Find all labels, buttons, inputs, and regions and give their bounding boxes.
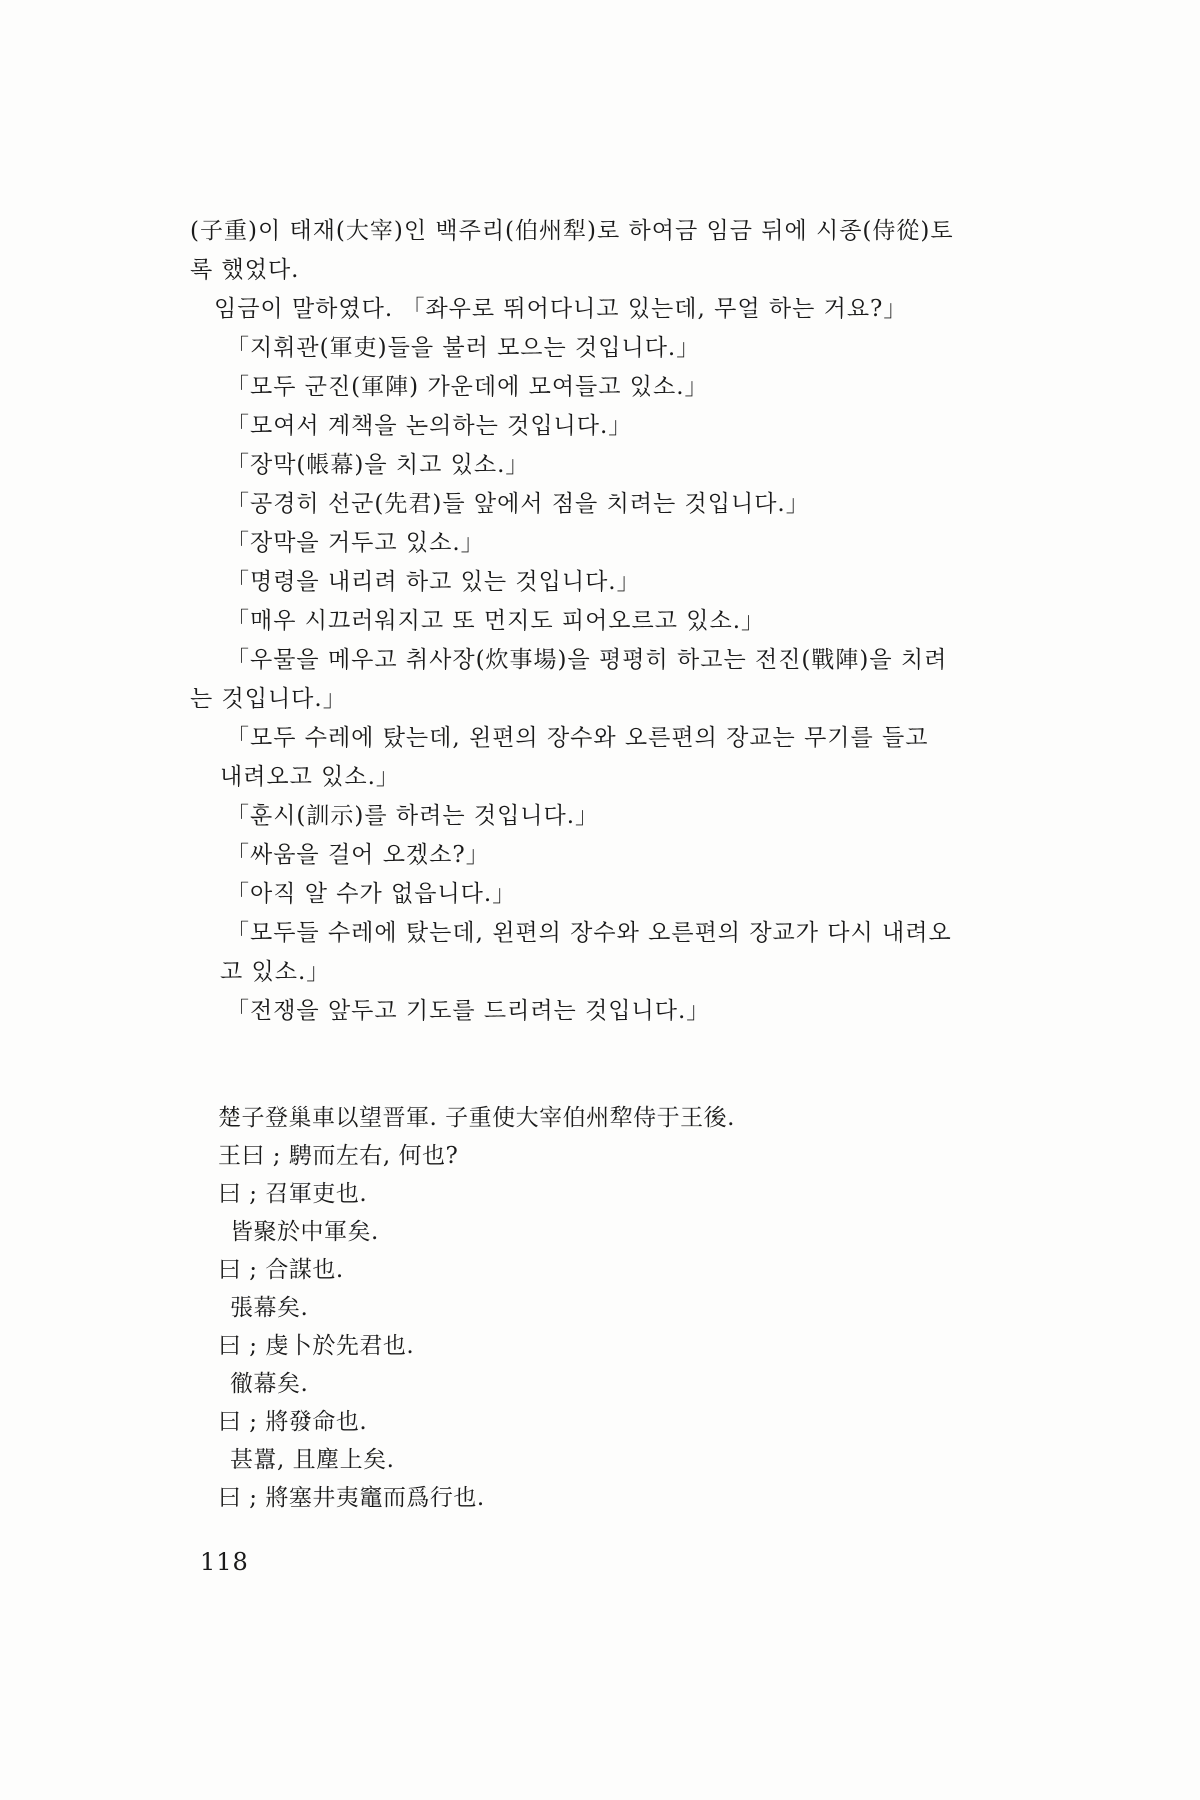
text-line: 曰 ; 將發命也. xyxy=(218,1409,368,1435)
text-line: 徹幕矣. xyxy=(230,1371,309,1397)
text-line: 張幕矣. xyxy=(230,1295,309,1321)
text-line: 내려오고 있소.」 xyxy=(220,764,400,790)
text-line: 「지휘관(軍吏)들을 불러 모으는 것입니다.」 xyxy=(226,335,701,361)
text-line: 「장막(帳幕)을 치고 있소.」 xyxy=(226,452,530,478)
text-line: 曰 ; 虔卜於先君也. xyxy=(218,1333,415,1359)
text-line: 는 것입니다.」 xyxy=(190,686,347,712)
text-line: 甚囂, 且塵上矣. xyxy=(230,1447,395,1473)
chinese-original xyxy=(190,1099,1010,1517)
text-line: 「전쟁을 앞두고 기도를 드리려는 것입니다.」 xyxy=(226,998,711,1024)
text-line: 楚子登巢車以望晋軍. 子重使大宰伯州犂侍于王後. xyxy=(218,1105,735,1131)
page-content xyxy=(190,212,1010,1517)
text-line: 「모두들 수레에 탔는데, 왼편의 장수와 오른편의 장교가 다시 내려오 xyxy=(226,920,952,946)
section-gap xyxy=(190,1031,1010,1099)
text-line: 록 했었다. xyxy=(190,257,300,283)
text-line: 고 있소.」 xyxy=(220,959,331,985)
text-line: 임금이 말하였다. 「좌우로 뛰어다니고 있는데, 무얼 하는 거요?」 xyxy=(214,296,908,322)
text-line: 「우물을 메우고 취사장(炊事場)을 평평히 하고는 전진(戰陣)을 치려 xyxy=(226,647,948,673)
text-line: 「매우 시끄러워지고 또 먼지도 피어오르고 있소.」 xyxy=(226,608,766,634)
korean-translation xyxy=(190,212,1010,1031)
text-line: 王曰 ; 騁而左右, 何也? xyxy=(218,1143,459,1169)
text-line: 「모두 수레에 탔는데, 왼편의 장수와 오른편의 장교는 무기를 들고 xyxy=(226,725,929,751)
text-line: 「공경히 선군(先君)들 앞에서 점을 치려는 것입니다.」 xyxy=(226,491,810,517)
text-line: 「장막을 거두고 있소.」 xyxy=(226,530,485,556)
text-line: 「모두 군진(軍陣) 가운데에 모여들고 있소.」 xyxy=(226,374,709,400)
text-line: 曰 ; 召軍吏也. xyxy=(218,1181,368,1207)
text-line: 「싸움을 걸어 오겠소?」 xyxy=(226,842,490,868)
text-line: 曰 ; 將塞井夷竈而爲行也. xyxy=(218,1485,485,1511)
text-line: 皆聚於中軍矣. xyxy=(230,1219,379,1245)
text-line: (子重)이 태재(大宰)인 백주리(伯州犁)로 하여금 임금 뒤에 시종(侍從)토 xyxy=(190,218,954,244)
text-line: 「명령을 내리려 하고 있는 것입니다.」 xyxy=(226,569,641,595)
text-line: 「아직 알 수가 없읍니다.」 xyxy=(226,881,517,907)
page-number: 118 xyxy=(200,1548,249,1576)
text-line: 「훈시(訓示)를 하려는 것입니다.」 xyxy=(226,803,600,829)
text-line: 「모여서 계책을 논의하는 것입니다.」 xyxy=(226,413,633,439)
text-line: 曰 ; 合謀也. xyxy=(218,1257,344,1283)
